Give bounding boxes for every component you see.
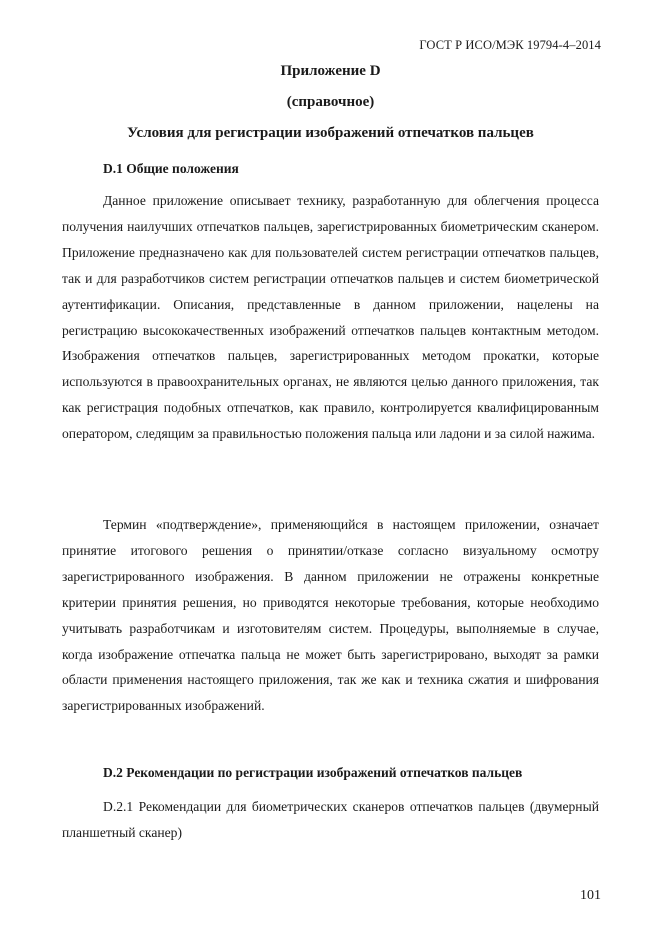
paragraph: Термин «подтверждение», применяющийся в настоящем приложении, означает принятие итогового решения о принятии/отказе согласно визуальному осмотру зарегистрированного изображения. В данном приложении не отражены конкретные критерии принятия решения, но приводятся некоторые требования, которые необходимо учитывать разработчикам и изготовителям систем. Процедуры, выполняемые в случае, когда изображение отпечатка пальца не может быть зарегистрировано, выходят за рамки области применения настоящего приложения, так же как и техника сжатия и шифрования зарегистрированных изображений.	[62, 517, 599, 714]
standard-code: ГОСТ Р ИСО/МЭК 19794-4–2014	[419, 38, 601, 52]
paragraph: D.2.1 Рекомендации для биометрических сканеров отпечатков пальцев (двумерный планшетный сканер)	[62, 799, 599, 840]
section-heading-d2: D.2 Рекомендации по регистрации изображений отпечатков пальцев	[103, 765, 523, 780]
annex-title: Приложение D	[280, 63, 381, 79]
paragraph: Данное приложение описывает технику, разработанную для облегчения процесса получения наилучших отпечатков пальцев, зарегистрированных биометрическим сканером. Приложение предназначено как для пользователей систем регистрации отпечатков пальцев, так и для разработчиков систем регистрации отпечатков пальцев и систем биометрической аутентификации. Описания, представленные в данном приложении, нацелены на регистрацию высококачественных изображений отпечатков пальцев контактным методом. Изображения отпечатков пальцев, зарегистрированных методом прокатки, которые используются в правоохранительных органах, не являются целью данного приложения, так как регистрация подобных отпечатков, как правило, контролируется квалифицированным оператором, следящим за правильностью положения пальца или ладони и за силой нажима.	[62, 193, 599, 442]
section-heading-d1: D.1 Общие положения	[103, 161, 239, 176]
annex-heading: Условия для регистрации изображений отпечатков пальцев	[127, 125, 534, 141]
annex-subtitle: (справочное)	[286, 94, 375, 110]
page-number: 101	[580, 888, 601, 903]
